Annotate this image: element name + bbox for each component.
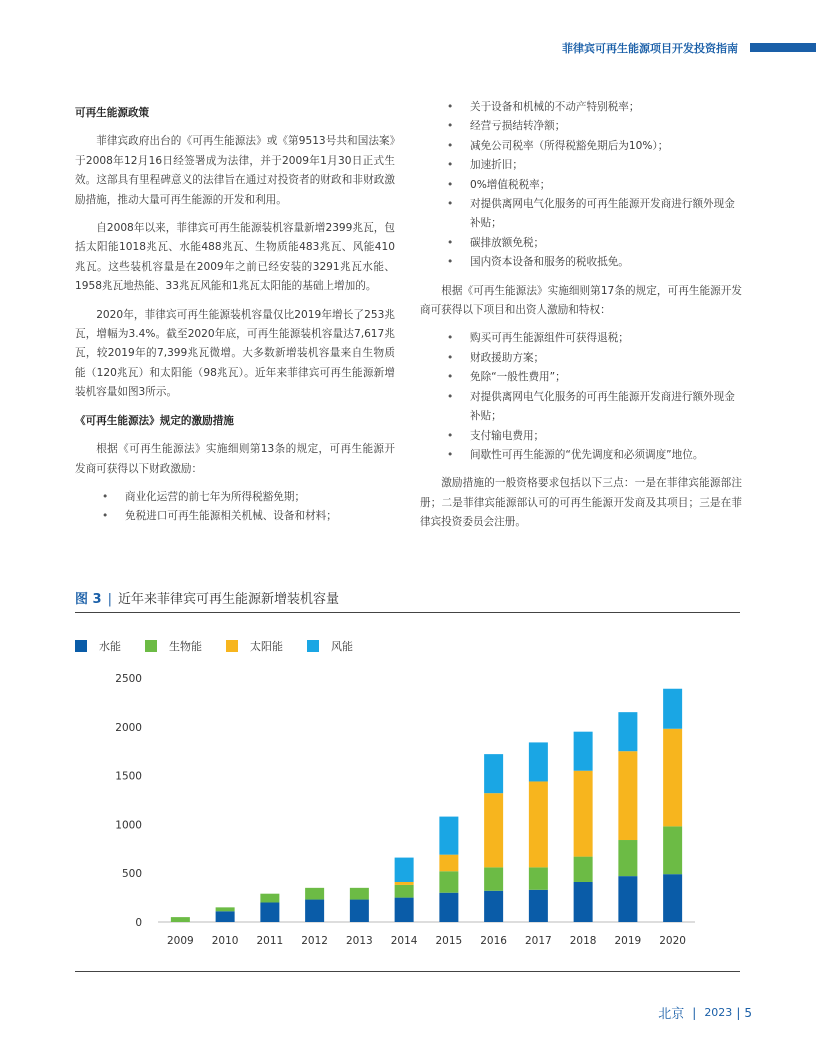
legend-label: 生物能 xyxy=(169,640,202,653)
y-tick-label: 2000 xyxy=(115,721,142,734)
x-tick-label: 2011 xyxy=(256,935,284,947)
bar-segment xyxy=(439,817,458,855)
bar-segment xyxy=(350,900,369,922)
bar-segment xyxy=(395,898,414,922)
paragraph: 根据《可再生能源法》实施细则第17条的规定，可再生能源开发商可获得以下项目和出资人激励和特权： xyxy=(420,284,742,317)
page-number: 5 xyxy=(744,1005,752,1020)
list-item: • 支付输电费用； xyxy=(420,427,742,446)
x-tick-label: 2020 xyxy=(659,935,686,947)
y-tick-label: 0 xyxy=(135,917,142,929)
list-item: • 国内资本设备和服务的税收抵免。 xyxy=(420,253,742,272)
header-title: 菲律宾可再生能源项目开发投资指南 xyxy=(562,42,738,55)
page-footer xyxy=(658,1003,752,1022)
x-tick-label: 2017 xyxy=(525,935,552,947)
legend-swatch xyxy=(145,640,157,652)
bar-segment xyxy=(574,771,593,857)
list-item: • 碳排放额免税； xyxy=(420,234,742,253)
list-item: • 对提供离网电气化服务的可再生能源开发商进行额外现金补贴； xyxy=(420,195,742,234)
bar-segment xyxy=(484,793,503,867)
footer-separator: | xyxy=(736,1005,741,1020)
bar-segment xyxy=(260,902,279,922)
figure-bottom-rule xyxy=(75,971,740,972)
list-item: • 对提供离网电气化服务的可再生能源开发商进行额外现金补贴； xyxy=(420,388,742,427)
bar-segment xyxy=(216,911,235,922)
bar-segment xyxy=(305,900,324,922)
legend-label: 太阳能 xyxy=(250,640,283,653)
bar-segment xyxy=(216,907,235,911)
figure-top-rule xyxy=(75,612,740,613)
bar-segment xyxy=(439,855,458,872)
list-item: • 商业化运营的前七年为所得税豁免期； xyxy=(75,488,395,507)
list-item: • 财政援助方案； xyxy=(420,349,742,368)
list-item: • 间歇性可再生能源的“优先调度和必须调度”地位。 xyxy=(420,446,742,465)
bar-segment xyxy=(484,891,503,922)
x-tick-label: 2014 xyxy=(390,935,418,947)
bar-segment xyxy=(529,781,548,867)
x-tick-label: 2016 xyxy=(480,935,507,947)
x-tick-label: 2015 xyxy=(435,935,463,947)
bar-segment xyxy=(618,751,637,840)
y-tick-label: 1000 xyxy=(115,819,142,832)
left-column xyxy=(75,104,395,536)
list-item: • 关于设备和机械的不动产特别税率； xyxy=(420,98,742,117)
bar-segment xyxy=(395,885,414,898)
x-tick-label: 2010 xyxy=(211,935,239,947)
bar-segment xyxy=(663,729,682,827)
bar-segment xyxy=(395,858,414,882)
footer-city: 北京 xyxy=(658,1007,685,1022)
bar-segment xyxy=(439,893,458,922)
paragraph: 激励措施的一般资格要求包括以下三点：一是在菲律宾能源部注册；二是菲律宾能源部认可的可再生能源开发商及其项目；三是在菲律宾投资委员会注册。 xyxy=(420,477,742,529)
bar-segment xyxy=(260,894,279,903)
legend-item xyxy=(307,638,353,654)
figure-separator: | xyxy=(107,592,112,607)
bar-segment xyxy=(663,826,682,874)
list-item: • 减免公司税率（所得税豁免期后为10%）； xyxy=(420,137,742,156)
footer-separator: | xyxy=(692,1005,697,1020)
legend-item xyxy=(145,638,202,654)
bar-segment xyxy=(574,732,593,771)
y-tick-label: 2500 xyxy=(115,673,142,685)
bar-segment xyxy=(484,754,503,793)
list-item: • 加速折旧； xyxy=(420,156,742,175)
bar-segment xyxy=(395,882,414,885)
bar-segment xyxy=(529,867,548,889)
legend-item xyxy=(75,638,121,654)
bullet-list xyxy=(75,488,395,527)
chart-legend xyxy=(75,638,377,654)
x-tick-label: 2018 xyxy=(569,935,597,947)
section-heading-incentives: 《可再生能源法》规定的激励措施 xyxy=(75,414,234,427)
legend-label: 水能 xyxy=(99,640,121,653)
header-accent-bar xyxy=(750,43,816,52)
bar-segment xyxy=(439,871,458,892)
bar-segment xyxy=(484,867,503,890)
section-heading-policy: 可再生能源政策 xyxy=(75,107,150,119)
bar-segment xyxy=(350,888,369,900)
bullet-list xyxy=(420,329,742,465)
list-item: • 0%增值税税率； xyxy=(420,176,742,195)
bar-segment xyxy=(618,712,637,751)
x-tick-label: 2009 xyxy=(167,935,194,947)
list-item: • 免税进口可再生能源相关机械、设备和材料； xyxy=(75,507,395,526)
bar-segment xyxy=(529,890,548,922)
x-tick-label: 2019 xyxy=(614,935,642,947)
bar-segment xyxy=(618,876,637,922)
bar-segment xyxy=(663,874,682,922)
bar-segment xyxy=(574,857,593,882)
legend-item xyxy=(226,638,283,654)
x-tick-label: 2012 xyxy=(301,935,328,947)
bar-segment xyxy=(305,888,324,900)
bullet-list xyxy=(420,98,742,273)
legend-swatch xyxy=(75,640,87,652)
legend-swatch xyxy=(226,640,238,652)
figure-caption xyxy=(75,588,339,607)
bar-segment xyxy=(171,917,190,922)
stacked-bar-chart xyxy=(100,668,700,958)
paragraph: 根据《可再生能源法》实施细则第13条的规定，可再生能源开发商可获得以下财政激励： xyxy=(75,443,395,475)
figure-number: 图 3 xyxy=(75,592,102,607)
bar-segment xyxy=(574,882,593,922)
right-column xyxy=(420,101,742,542)
legend-swatch xyxy=(307,640,319,652)
figure-title: 近年来菲律宾可再生能源新增装机容量 xyxy=(117,592,339,607)
bar-segment xyxy=(663,689,682,729)
y-tick-label: 500 xyxy=(121,868,142,881)
list-item: • 购买可再生能源组件可获得退税； xyxy=(420,329,742,348)
x-tick-label: 2013 xyxy=(346,935,373,947)
bar-segment xyxy=(618,840,637,876)
list-item: • 免除“一般性费用”； xyxy=(420,368,742,387)
paragraph: 2020年，菲律宾可再生能源装机容量仅比2019年增长了253兆瓦，增幅为3.4%。截至2020年底，可再生能源装机容量达7,617兆瓦，较2019年的7,399兆瓦微增。大多数新增装机容量来自生物质能（120兆瓦）和太阳能（98兆瓦）。近年来菲律宾可再生能源新增装机容量如图3所示。 xyxy=(75,308,395,399)
paragraph: 菲律宾政府出台的《可再生能源法》或《第9513号共和国法案》于2008年12月16日经签署成为法律，并于2009年1月30日正式生效。这部具有里程碑意义的法律旨在通过对投资者的财政和非财政激励措施，推动大量可再生能源的开发和利用。 xyxy=(75,135,395,206)
legend-label: 风能 xyxy=(331,640,353,653)
y-tick-label: 1500 xyxy=(115,770,142,783)
paragraph: 自2008年以来，菲律宾可再生能源装机容量新增2399兆瓦，包括太阳能1018兆瓦、水能488兆瓦、生物质能483兆瓦、风能410兆瓦。这些装机容量是在2009年之前已经安装的3291兆瓦水能、1958兆瓦地热能、33兆瓦风能和1兆瓦太阳能的基础上增加的。 xyxy=(75,222,395,293)
footer-year: 2023 xyxy=(704,1006,733,1019)
list-item: • 经营亏损结转净额； xyxy=(420,117,742,136)
bar-segment xyxy=(529,742,548,781)
